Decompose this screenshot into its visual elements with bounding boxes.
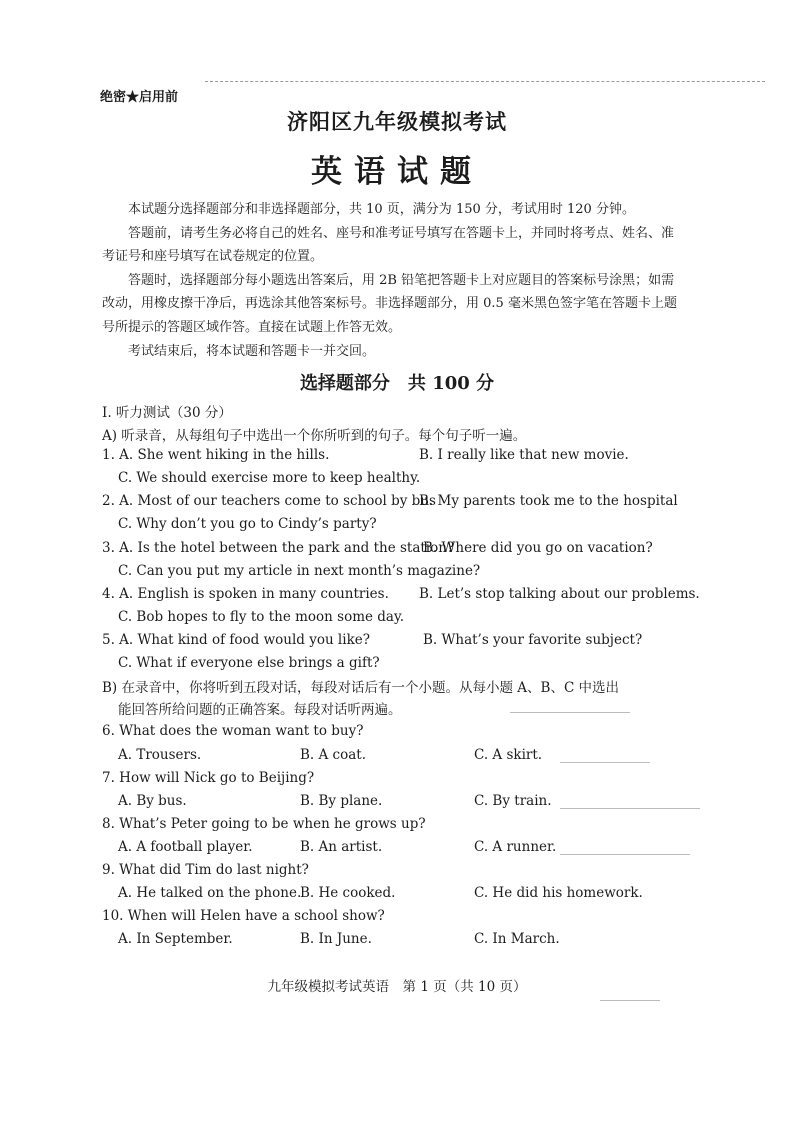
question-4-option-a: 4. A. English is spoken in many countries. [102, 586, 389, 602]
exam-title: 济阳区九年级模拟考试 [287, 109, 507, 134]
question-10-option-c: C. In March. [474, 931, 560, 947]
partB-instruction-line: B) 在录音中，你将听到五段对话，每段对话后有一个小题。从每小题 A、B、C 中选出 [102, 680, 620, 696]
partA-instruction: A) 听录音，从每组句子中选出一个你所听到的句子。每个句子听一遍。 [102, 428, 527, 444]
instruction-paragraph: 答题时，选择题部分每小题选出答案后，用 2B 铅笔把答题卡上对应题目的答案标号涂黑；如需改动，用橡皮擦干净后，再选涂其他答案标号。非选择题部分，用 0.5 毫米黑色签字笔在答题卡上题号所提示的答题区域作答。直接在试题上作答无效。 [102, 272, 677, 335]
question-6-option-c: C. A skirt. [474, 747, 543, 763]
question-3-option-c: C. Can you put my article in next month’s magazine? [118, 563, 481, 579]
question-9-option-c: C. He did his homework. [474, 885, 643, 901]
question-7-option-c: C. By train. [474, 793, 552, 809]
instruction-paragraph: 本试题分选择题部分和非选择题部分，共 10 页，满分为 150 分，考试用时 120 分钟。 [128, 202, 635, 217]
question-5-option-c: C. What if everyone else brings a gift? [118, 655, 380, 671]
scan-noise [560, 762, 650, 763]
question-10: 10. When will Helen have a school show? [102, 908, 385, 924]
scan-noise [510, 712, 630, 713]
top-dashed-rule [205, 81, 765, 82]
scan-noise [600, 1000, 660, 1001]
question-9-option-a: A. He talked on the phone. [118, 885, 302, 901]
instruction-paragraph: 考试结束后，将本试题和答题卡一并交回。 [128, 343, 376, 359]
scan-noise [560, 854, 690, 855]
section-title: 选择题部分 共 100 分 [299, 373, 495, 394]
question-10-option-b: B. In June. [300, 931, 372, 947]
scan-noise [560, 808, 700, 809]
question-2-option-c: C. Why don’t you go to Cindy’s party? [118, 516, 377, 532]
question-8-option-b: B. An artist. [300, 839, 383, 855]
page-footer: 九年级模拟考试英语 第 1 页（共 10 页） [267, 979, 527, 995]
partB-instruction-line: 能回答所给问题的正确答案。每段对话听两遍。 [118, 702, 402, 718]
question-4-option-c: C. Bob hopes to fly to the moon some day. [118, 609, 405, 625]
question-2-option-a: 2. A. Most of our teachers come to school by bus [102, 493, 436, 509]
question-5-option-b: B. What’s your favorite subject? [423, 632, 643, 648]
instructions [102, 198, 682, 363]
question-9-option-b: B. He cooked. [300, 885, 396, 901]
question-10-option-a: A. In September. [118, 931, 233, 947]
question-2-option-b: B. My parents took me to the hospital [419, 493, 678, 509]
question-9: 9. What did Tim do last night? [102, 862, 309, 878]
question-8: 8. What’s Peter going to be when he grows up? [102, 816, 426, 832]
question-6: 6. What does the woman want to buy? [102, 723, 364, 739]
secret-mark: 绝密★启用前 [100, 90, 179, 105]
question-7-option-a: A. By bus. [118, 793, 187, 809]
instruction-paragraph: 答题前，请考生务必将自己的姓名、座号和准考证号填写在答题卡上，并同时将考点、姓名、准考证号和座号填写在试卷规定的位置。 [102, 225, 675, 265]
part-heading: I. 听力测试（30 分） [102, 405, 232, 421]
question-3-option-b: B. Where did you go on vacation? [423, 540, 653, 556]
question-3-option-a: 3. A. Is the hotel between the park and the station? [102, 540, 455, 556]
question-7-option-b: B. By plane. [300, 793, 383, 809]
question-8-option-c: C. A runner. [474, 839, 557, 855]
question-5-option-a: 5. A. What kind of food would you like? [102, 632, 370, 648]
subject-title: 英语试题 [311, 154, 483, 190]
question-1-option-b: B. I really like that new movie. [419, 447, 629, 463]
question-8-option-a: A. A football player. [118, 839, 253, 855]
question-4-option-b: B. Let’s stop talking about our problems. [419, 586, 700, 602]
question-1-option-c: C. We should exercise more to keep healthy. [118, 470, 421, 486]
question-7: 7. How will Nick go to Beijing? [102, 770, 315, 786]
question-1-option-a: 1. A. She went hiking in the hills. [102, 447, 330, 463]
question-6-option-a: A. Trousers. [118, 747, 202, 763]
question-6-option-b: B. A coat. [300, 747, 366, 763]
